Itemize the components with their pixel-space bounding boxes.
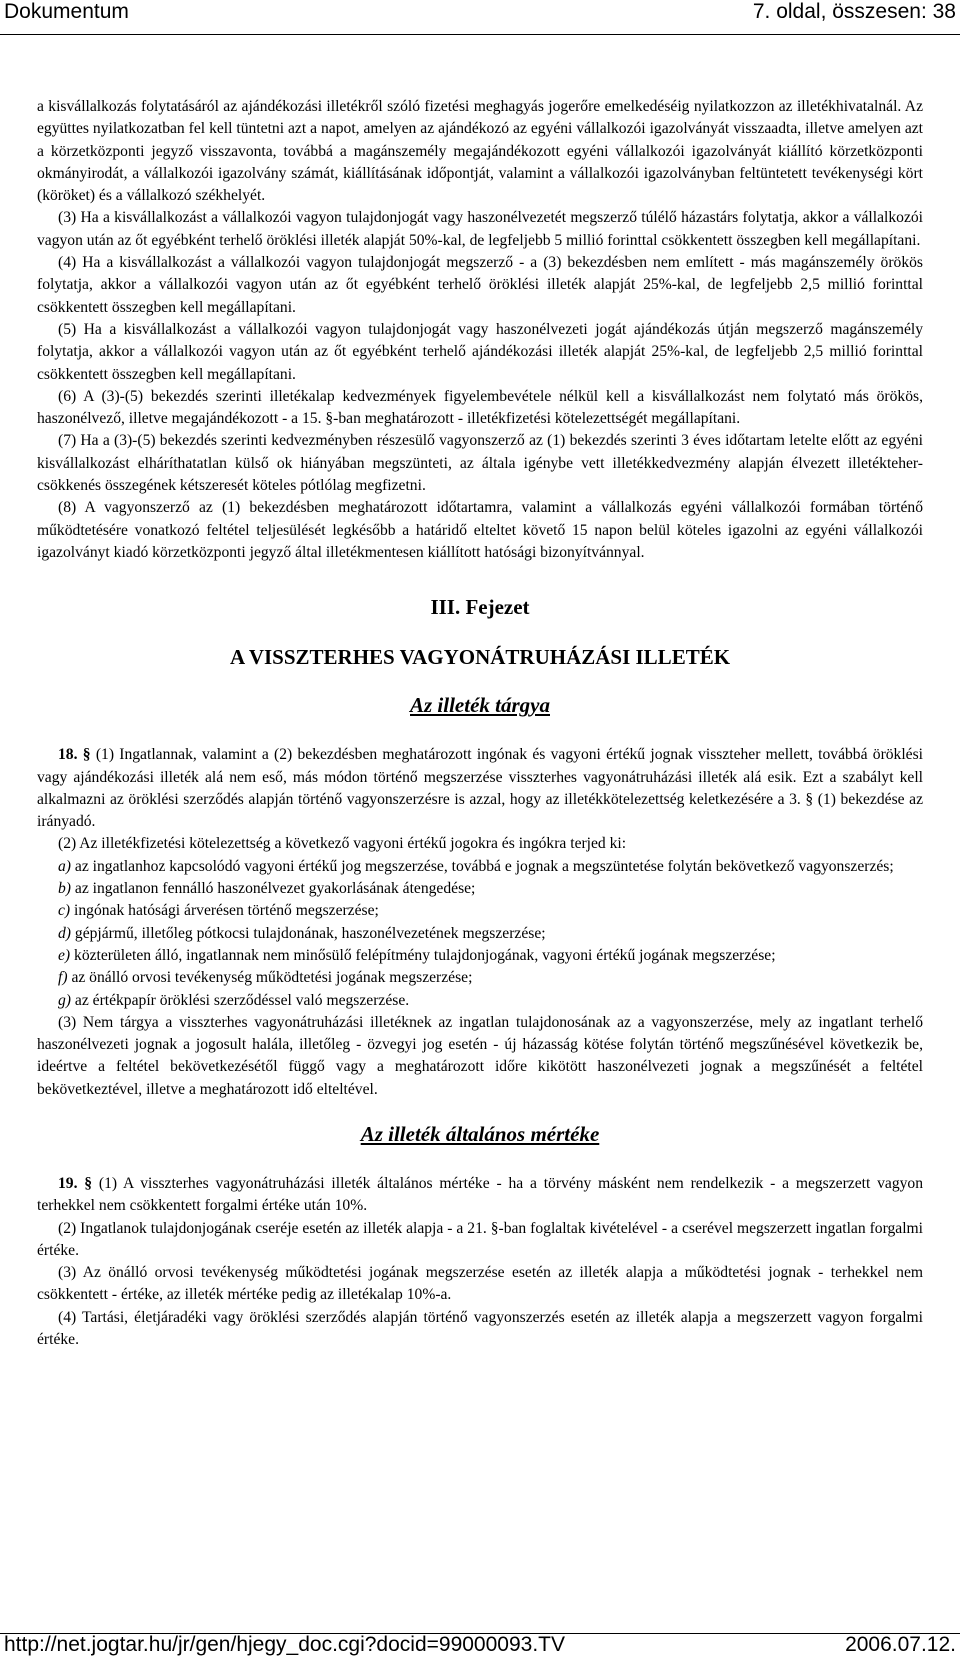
section-number: 18. § <box>58 746 91 764</box>
paragraph: (4) Ha a kisvállalkozást a vállalkozói vagyon tulajdonjogát megszerző - a (3) bekezdésben nem említett - más magánszemély örökös folytatja, akkor a vállalkozói vagyon után az őt egyébként terhelő öröklési illeték alapját 25%-kal, de legfeljebb 2,5 millió forinttal csökkentett összegben kell megállapítani. <box>37 254 923 316</box>
list-item <box>37 878 923 900</box>
header-page-counter: 7. oldal, összesen: 38 <box>752 0 956 23</box>
chapter-heading: III. Fejezet <box>430 595 530 620</box>
list <box>37 856 923 1012</box>
list-item-text: az önálló orvosi tevékenység működtetési jogának megszerzése; <box>71 969 473 987</box>
list-item-marker: c) <box>58 902 71 920</box>
paragraph: (2) Ingatlanok tulajdonjogának cseréje esetén az illeték alapja - a 21. §-ban foglaltak kivételével - a cserével megszerzett ingatlan forgalmi értéke. <box>37 1219 923 1259</box>
list-item <box>37 967 923 989</box>
list-item-text: az ingatlanhoz kapcsolódó vagyoni értékű jog megszerzése, továbbá e jognak a megszüntetése folytán bekövetkező vagyonszerzés; <box>74 857 894 875</box>
list-item-text: az ingatlanon fennálló haszonélvezet gyakorlásának átengedése; <box>74 880 476 898</box>
paragraph: (5) Ha a kisvállalkozást a vállalkozói vagyon tulajdonjogát vagy haszonélvezeti jogát ajándékozás útján megszerző magánszemély folytatja, akkor a vállalkozói vagyon után az őt egyébként terhelő ajándékozási illeték alapját 25%-kal, de legfeljebb 2,5 millió forinttal csökkentett összegben kell megállapítani. <box>37 320 923 383</box>
list-item <box>37 923 923 945</box>
page-footer <box>0 1633 960 1655</box>
paragraph: (6) A (3)-(5) bekezdés szerinti illetékalap kedvezmények figyelembevétele nélkül kell a kisvállalkozást nem folytató más örökös, haszonélvező, illetve megajándékozott - a 15. §-ban meghatározott - illetékfizetési kötelezettségét megállapítani. <box>37 387 923 428</box>
paragraph: (2) Az illetékfizetési kötelezettség a következő vagyoni értékű jogokra és ingókra terjed ki: <box>58 835 627 853</box>
paragraph: 19. § (1) A visszterhes vagyonátruházási illeték általános mértéke - ha a törvény másként nem rendelkezik - a megszerzett vagyon terhekkel nem csökkentett forgalmi értéke után 10%. <box>37 1174 924 1215</box>
list-item-marker: b) <box>58 880 71 898</box>
list-item <box>37 900 923 922</box>
paragraph: (8) A vagyonszerző az (1) bekezdésben meghatározott időtartamra, valamint a vállalkozás egyéni vállalkozói formában történő működtetésére vonatkozó feltétel teljesülését legkésőbb a határidő elteltet követő 15 napon belül köteles igazolni az egyéni vállalkozói igazolványt kiadó körzetközponti jegyző által illetékmentesen kiállított hatósági bizonyítvánnyal. <box>37 499 923 561</box>
list-item <box>37 945 923 967</box>
paragraph: a kisvállalkozás folytatásáról az ajándékozási illetékről szóló fizetési meghagyás jogerőre emelkedéséig nyilatkozzon az illetékhivatalnál. Az együttes nyilatkozatban fel kell tüntetni azt a napot, amelyen az ajándékozó az egyéni vállalkozói igazolványát visszaadta, illetve amelyen azt a körzetközponti jegyző visszavonta, továbbá a magánszemély megajándékozott egyéni vállalkozói igazolványát kiállító körzetközponti okmányirodát, a vállalkozói igazolvány számát, kiállításának időpontját, valamint a vállalkozói igazolványban feltüntetett tevékenységi kört (köröket) és a vállalkozó székhelyét. <box>37 98 923 205</box>
list-item-text: ingónak hatósági árverésen történő megszerzése; <box>74 902 379 920</box>
list-item-marker: e) <box>58 946 71 964</box>
page-header <box>0 0 960 35</box>
paragraph: (3) Ha a kisvállalkozást a vállalkozói vagyon tulajdonjogát vagy haszonélvezetét megszerző túlélő házastárs folytatja, akkor a vállalkozói vagyon után az őt egyébként terhelő öröklési illeték alapját 50%-kal, de legfeljebb 5 millió forinttal csökkentett összegben kell megállapítani. <box>37 209 923 249</box>
section-number: 19. § <box>58 1174 93 1192</box>
paragraph: (7) Ha a (3)-(5) bekezdés szerinti kedvezményben részesülő vagyonszerző az (1) bekezdés szerinti 3 éves időtartam letelte előtt az egyéni kisvállalkozást elháríthatatlan külső ok hiányában megszünteti, az általa igénybe vett illetékkedvezmény alapján élvezett illetékteher-csökkenés összegének kétszeresét köteles pótlólag megfizetni. <box>37 432 923 495</box>
document-body <box>37 96 923 1351</box>
list-item-marker: a) <box>58 857 71 875</box>
paragraph: 18. § (1) Ingatlannak, valamint a (2) bekezdésben meghatározott ingónak és vagyoni értékű jognak visszteher mellett, továbbá öröklési vagy ajándékozási illeték alá nem eső, más módon történő megszerzése visszterhes vagyonátruházási illeték alá esik. Ezt a szabályt kell alkalmazni az öröklési szerződés alapján történő vagyonszerzésre is azzal, hogy az illetékkötelezettség keletkezésére a 3. § (1) bekezdése az irányadó. <box>37 746 924 831</box>
section-heading: Az illeték tárgya <box>410 693 550 718</box>
list-item-text: gépjármű, illetőleg pótkocsi tulajdonának, haszonélvezetének megszerzése; <box>74 924 546 942</box>
list-item-text: az értékpapír öröklési szerződéssel való megszerzése. <box>74 991 410 1009</box>
footer-url: http://net.jogtar.hu/jr/gen/hjegy_doc.cgi?docid=99000093.TV <box>4 1633 565 1656</box>
footer-date: 2006.07.12. <box>845 1633 956 1656</box>
paragraph: (4) Tartási, életjáradéki vagy öröklési szerződés alapján történő vagyonszerzés esetén az illeték alapja a megszerzett vagyon forgalmi értéke. <box>37 1308 923 1349</box>
chapter-title: A VISSZTERHES VAGYONÁTRUHÁZÁSI ILLETÉK <box>229 645 731 670</box>
list-item-text: közterületen álló, ingatlannak nem minősülő felépítmény tulajdonjogának, vagyoni értékű jogának megszerzése; <box>74 946 776 964</box>
list-item-marker: f) <box>58 969 68 987</box>
header-document-label: Dokumentum <box>4 0 129 23</box>
list-item-marker: g) <box>58 991 71 1009</box>
list-item-marker: d) <box>58 924 71 942</box>
paragraph: (3) Nem tárgya a visszterhes vagyonátruházási illetéknek az ingatlan tulajdonosának az a vagyonszerzése, mely az ingatlant terhelő haszonélvezeti jognak a jogosult halála, illetőleg - özvegyi jog esetén - új házasság kötése folytán történő megszűnésével következik be, ideértve a feltétel bekövetkezésétől függő vagy a meghatározott időre kikötött haszonélvezeti jognak a megszűnését a feltétel bekövetkeztével, illetve a meghatározott idő elteltével. <box>37 1013 923 1098</box>
list-item <box>37 856 923 878</box>
list-item <box>37 990 923 1012</box>
paragraph: (3) Az önálló orvosi tevékenység működtetési jogának megszerzése esetén az illeték alapja a működtetési jognak - terhekkel nem csökkentett - értéke, az illeték mértéke pedig az illetékalap 10%-a. <box>37 1264 923 1304</box>
section-heading: Az illeték általános mértéke <box>360 1121 600 1146</box>
